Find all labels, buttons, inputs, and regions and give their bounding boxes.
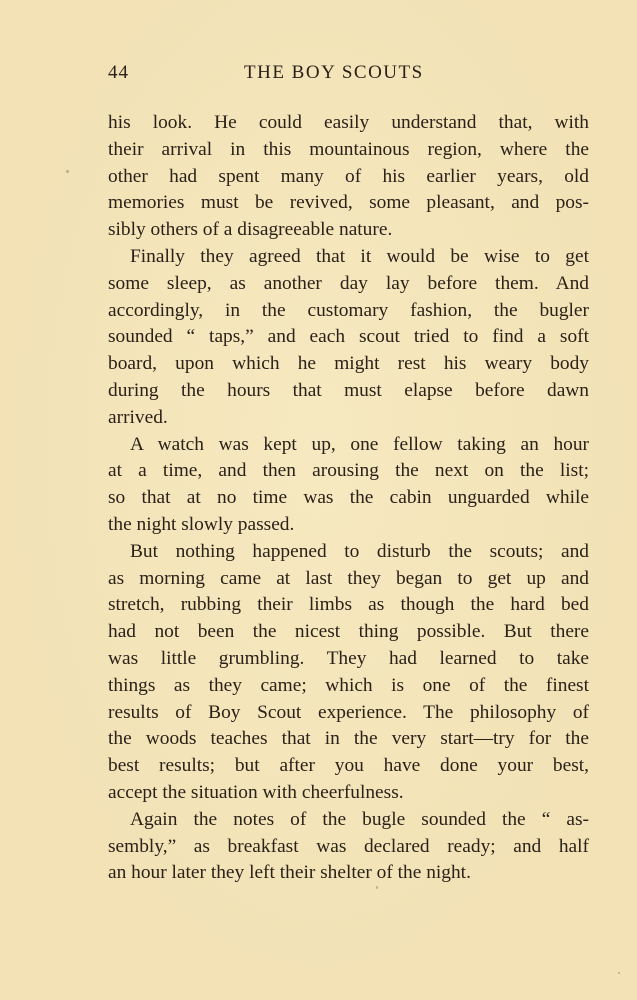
- text-line: Finally they agreed that it would be wise to get: [130, 245, 589, 267]
- paper-speck: [618, 972, 620, 974]
- text-line: accept the situation with cheerfulness.: [108, 781, 404, 803]
- text-line: sembly,” as breakfast was declared ready; and half: [108, 835, 589, 857]
- text-line: arrived.: [108, 406, 168, 428]
- text-line: stretch, rubbing their limbs as though the hard bed: [108, 594, 589, 616]
- text-line: some sleep, as another day lay before them. And: [108, 272, 589, 294]
- paragraph-4: [108, 539, 589, 807]
- text-line: memories must be revived, some pleasant, and pos-: [108, 192, 589, 214]
- text-line: Again the notes of the bugle sounded the “ as-: [130, 808, 589, 830]
- paragraph-5: [108, 807, 589, 887]
- running-title: THE BOY SCOUTS: [244, 62, 424, 83]
- text-line: results of Boy Scout experience. The philosophy of: [108, 701, 589, 723]
- text-line: had not been the nicest thing possible. But there: [108, 621, 589, 643]
- paragraph-2: [108, 244, 589, 432]
- text-line: during the hours that must elapse before dawn: [108, 379, 589, 401]
- text-line: as morning came at last they began to get up and: [108, 567, 589, 589]
- text-line: A watch was kept up, one fellow taking an hour: [130, 433, 589, 455]
- text-line: the night slowly passed.: [108, 513, 295, 535]
- paragraph-3: [108, 432, 589, 539]
- text-line: But nothing happened to disturb the scouts; and: [130, 540, 589, 562]
- text-line: at a time, and then arousing the next on the list;: [108, 460, 589, 482]
- text-line: board, upon which he might rest his weary body: [108, 353, 589, 375]
- text-line: their arrival in this mountainous region, where the: [108, 138, 589, 160]
- paper-speck: [66, 170, 69, 173]
- page-number: 44: [108, 62, 129, 83]
- text-line: other had spent many of his earlier years, old: [108, 165, 589, 187]
- body-text: [108, 110, 589, 887]
- text-line: so that at no time was the cabin unguarded while: [108, 487, 589, 509]
- text-line: an hour later they left their shelter of the night.: [108, 862, 471, 884]
- text-line: the woods teaches that in the very start—try for the: [108, 728, 589, 750]
- text-line: sibly others of a disagreeable nature.: [108, 219, 393, 241]
- text-line: sounded “ taps,” and each scout tried to find a soft: [108, 326, 589, 348]
- paragraph-1: [108, 110, 589, 244]
- text-line: best results; but after you have done your best,: [108, 755, 589, 777]
- paper-speck: [376, 886, 378, 889]
- text-line: his look. He could easily understand that, with: [108, 112, 589, 133]
- running-head: [108, 62, 590, 88]
- text-line: accordingly, in the customary fashion, the bugler: [108, 299, 589, 321]
- text-line: things as they came; which is one of the finest: [108, 674, 589, 696]
- text-line: was little grumbling. They had learned to take: [108, 647, 589, 669]
